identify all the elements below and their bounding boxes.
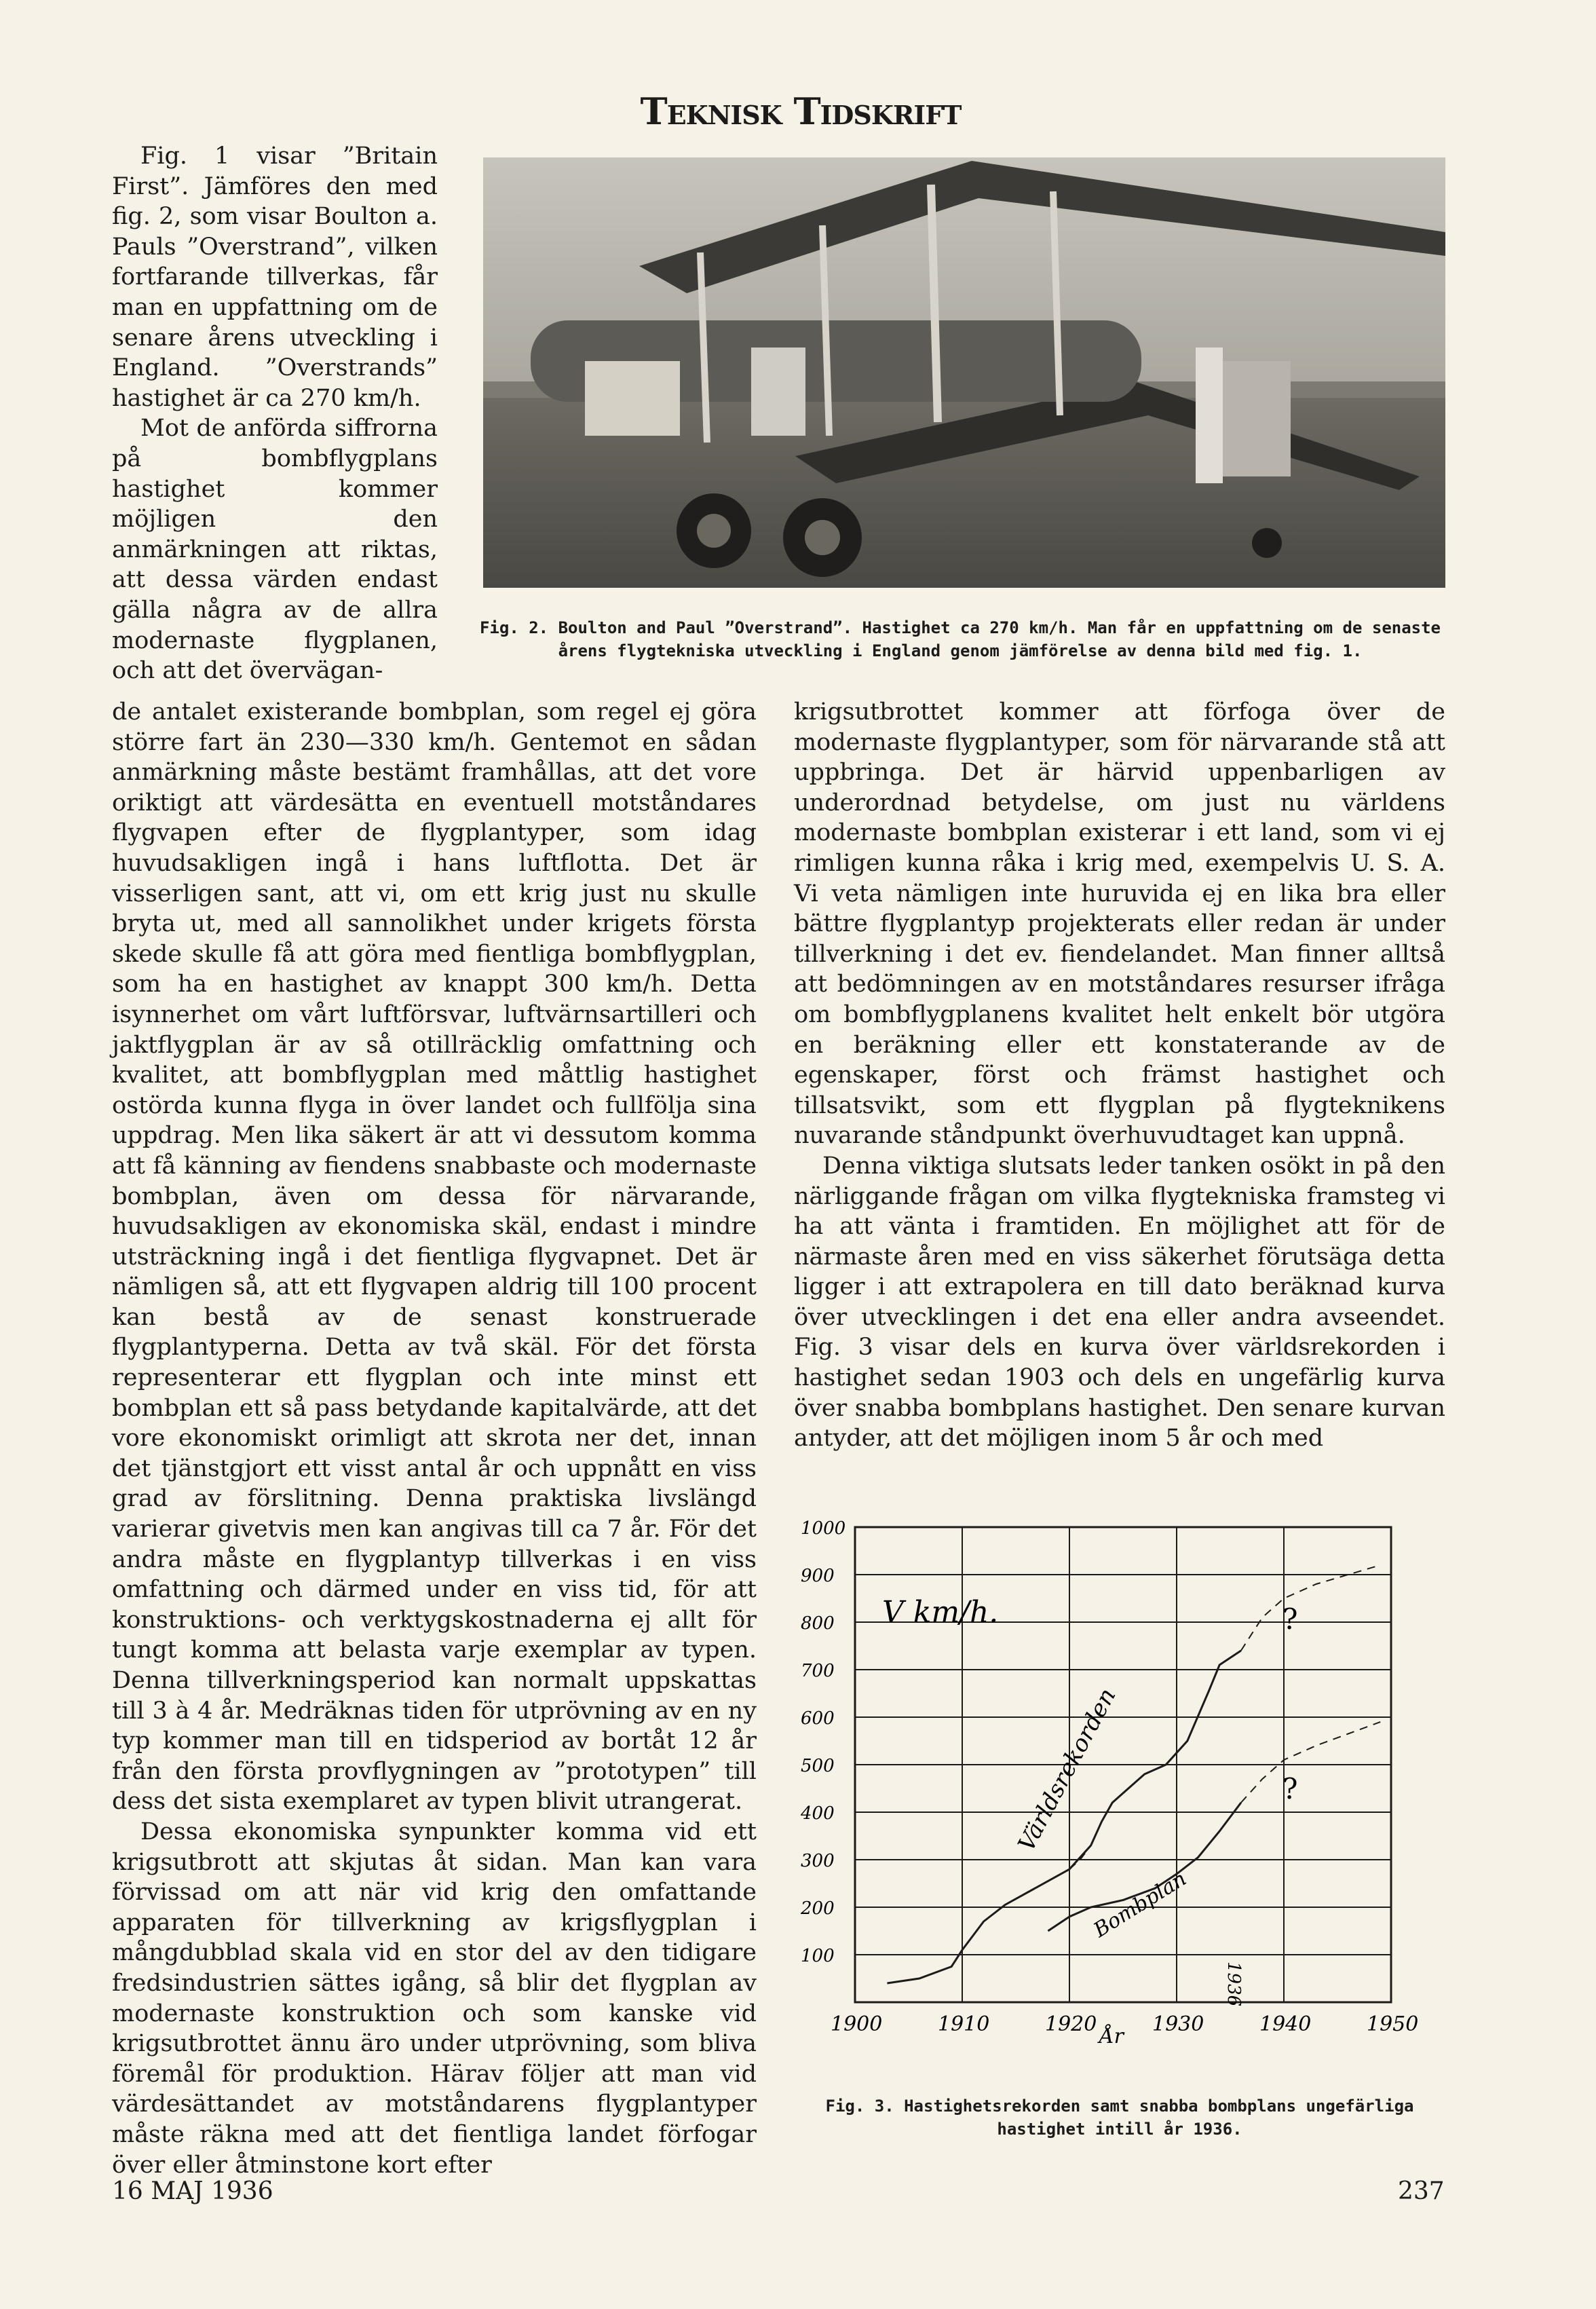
x-tick-label: 1900 (831, 2012, 883, 2036)
y-tick-label: 900 (801, 1566, 835, 1586)
fig3-chart (794, 1514, 1445, 2090)
footer-date: 16 MAJ 1936 (112, 2177, 273, 2205)
right-column (794, 697, 1445, 1454)
chart-x-ticks (831, 2012, 1418, 2036)
x-tick-label: 1910 (938, 2012, 990, 2036)
journal-header: Teknisk Tidskrift (640, 90, 962, 133)
y-axis-label: V km/h. (882, 1595, 999, 1630)
paragraph: Fig. 1 visar ”Britain First”. Jämföres den med fig. 2, som visar Boulton a. Pauls ”Overstrand”, vilken fortfarande tillverkas, får man en uppfattning om de senare årens utveckling i England. ”Overstrands” hastighet är ca 270 km/h. (112, 143, 438, 412)
paragraph: Denna viktiga slutsats leder tanken osökt in på den närliggande frågan om vilka flygtekniska framsteg vi ha att vänta i framtiden. En möjlighet att för de närmaste åren med en viss säkerhet förutsäga detta ligger i att extrapolera en till dato beräknad kurva över utvecklingen i det ena eller andra avseendet. Fig. 3 visar dels en kurva över världsrekorden i hastighet sedan 1903 och dels en ungefärlig kurva över snabba bombplans hastighet. Den senare kurvan antyder, att det möjligen inom 5 år och med (794, 1152, 1445, 1452)
series-label-varldsrekorden: Världsrekorden (1012, 1683, 1122, 1856)
series-label-bombplan: Bombplan (1089, 1866, 1191, 1942)
paragraph: Dessa ekonomiska synpunkter komma vid ett krigsutbrott att skjutas åt sidan. Man kan vara förvissad om att när vid krig den omfattande apparaten för tillverkning av krigsflygplan i mångdubblad skala vid en stor del av den tidigare fredsindustrien sättes igång, så blir det flygplan av modernaste konstruktion och som kanske vid krigsutbrottet ännu äro under utprövning, som bliva föremål för produktion. Härav följer att man vid värdesättandet av motståndarens flygplantyper måste räkna med att det fientliga landet förfogar över eller åtminstone kort efter (112, 1818, 757, 2179)
annotation-year-1936: 1936 (1223, 1961, 1244, 2007)
annotation-question-lower: ? (1282, 1772, 1298, 1805)
paragraph: de antalet existerande bombplan, som regel ej göra större fart än 230—330 km/h. Gentemot en sådan anmärkning måste bestämt framhållas, att det vore oriktigt att värdesätta en eventuell motståndares flygvapen efter de flygplantyper, som idag huvudsakligen ingå i hans luftflotta. Det är visserligen sant, att vi, om ett krig just nu skulle bryta ut, med all sannolikhet under krigets första skede skulle få att göra med fientliga bombflygplan, som ha en hastighet av knappt 300 km/h. Detta isynnerhet om vårt luftförsvar, luftvärnsartilleri och jaktflygplan är av så otillräcklig omfattning och kvalitet, att bombflygplan med måttlig hastighet ostörda kunna flyga in över landet och fullfölja sina uppdrag. Men lika säkert är att vi dessutom komma att få känning av fiendens snabbaste och modernaste bombplan, även om dessa för närvarande, huvudsakligen av ekonomiska skäl, endast i mindre utsträckning ingå i det fientliga flygvapnet. Det är nämligen så, att ett flygvapen aldrig till 100 procent kan bestå av de senast konstruerade flygplantyperna. Detta av två skäl. För det första representerar ett flygplan och inte minst ett bombplan ett så pass betydande kapitalvärde, att det vore ekonomiskt orimligt att skrota ner det, innan det tjänstgjort ett visst antal år och uppnått en viss grad av förslitning. Denna praktiska livslängd varierar givetvis men kan angivas till ca 7 år. För det andra måste en flygplantyp tillverkas i en viss omfattning och därmed under en viss tid, för att konstruktions- och verktygskostnaderna ej allt för tungt komma att belasta varje exemplar av typen. Denna tillverkningsperiod kan normalt uppskattas till 3 à 4 år. Medräknas tiden för utprövning av en ny typ kommer man till en tidsperiod av bortåt 12 år från den första provflygningen av ”prototypen” till dess det sista exemplaret av typen blivit utrangerat. (112, 698, 757, 1816)
page-number: 237 (1398, 2177, 1445, 2205)
y-tick-label: 100 (801, 1946, 835, 1966)
fig2-photo (483, 157, 1445, 588)
left-column-top (112, 141, 438, 686)
annotation-question-upper: ? (1282, 1602, 1298, 1636)
series-line-extrapolated (1241, 1565, 1380, 1651)
y-tick-label: 700 (801, 1661, 835, 1681)
paragraph: Mot de anförda siffrorna på bombflygplans hastighet kommer möjligen den anmärkningen att riktas, att dessa värden endast gälla några av de allra modernaste flygplanen, och att det övervägan- (112, 415, 438, 685)
series-line-varldsrekorden (887, 1651, 1240, 1983)
left-column-bottom (112, 697, 757, 2180)
y-tick-label: 800 (801, 1613, 835, 1634)
x-axis-label: År (1099, 2025, 1124, 2048)
x-tick-label: 1920 (1045, 2012, 1097, 2036)
y-tick-label: 500 (801, 1756, 835, 1776)
y-tick-label: 600 (801, 1708, 835, 1729)
x-tick-label: 1940 (1259, 2012, 1312, 2036)
y-tick-label: 200 (801, 1898, 835, 1919)
y-tick-label: 1000 (801, 1518, 846, 1539)
y-tick-label: 400 (801, 1803, 835, 1824)
y-tick-label: 300 (801, 1851, 835, 1871)
series-line-extrapolated (1241, 1722, 1380, 1803)
biplane-photo (483, 157, 1445, 588)
x-tick-label: 1930 (1152, 2012, 1204, 2036)
x-tick-label: 1950 (1367, 2012, 1419, 2036)
fig3-caption: Fig. 3. Hastighetsrekorden samt snabba bombplans ungefärliga hastighet intill år 1936. (825, 2097, 1414, 2139)
paragraph: krigsutbrottet kommer att förfoga över de modernaste flygplantyper, som för närvarande stå att uppbringa. Det är härvid uppenbarligen av underordnad betydelse, om just nu världens modernaste bombplan existerar i ett land, som vi ej rimligen kunna råka i krig med, exempelvis U. S. A. Vi veta nämligen inte huruvida ej en lika bra eller bättre flygplantyp projekterats eller redan är under tillverkning i det ev. fiendelandet. Man finner alltså att bedömningen av en motståndares resurser ifråga om bombflygplanens kvalitet helt enkelt bör utgöra en beräkning eller ett konstaterande av de egenskaper, först och främst hastighet och tillsatsvikt, som ett flygplan på flygteknikens nuvarande ståndpunkt överhuvudtaget kan uppnå. (794, 698, 1445, 1150)
fig2-caption: Fig. 2. Boulton and Paul ”Overstrand”. Hastighet ca 270 km/h. Man får en uppfattning om de senaste årens flygtekniska utveckling i England genom jämförelse av denna bild med fig. 1. (479, 618, 1441, 660)
chart-y-ticks (800, 1518, 846, 1966)
